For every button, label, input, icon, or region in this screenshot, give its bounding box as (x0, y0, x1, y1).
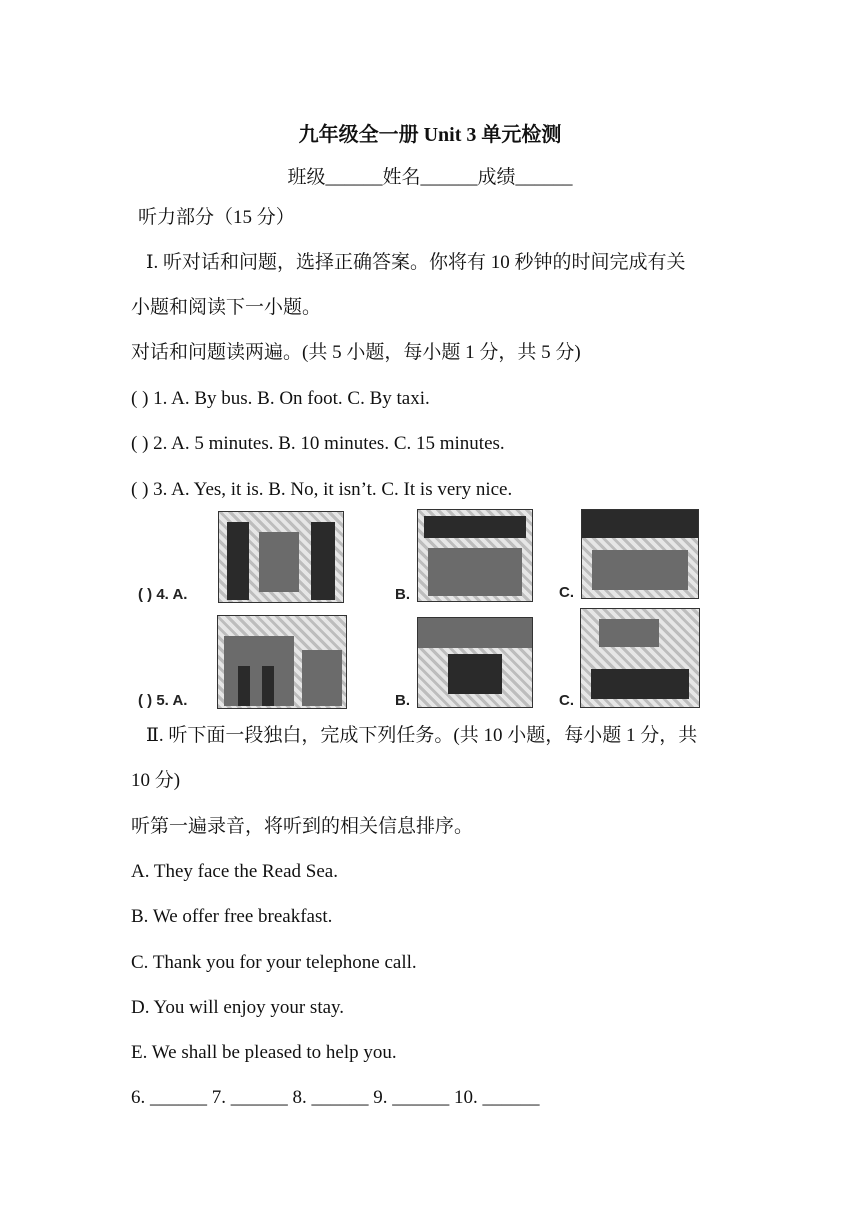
student-info-line: 班级______姓名______成绩______ (287, 167, 573, 188)
section1-note: 对话和问题读两遍。(共 5 小题，每小题 1 分，共 5 分) (131, 342, 581, 363)
q4-option-c-image (581, 509, 699, 599)
q5-option-c-image (580, 608, 700, 708)
option-b-item: B. We offer free breakfast. (131, 906, 333, 927)
q5-option-b-image (417, 617, 533, 708)
question-2: ( ) 2. A. 5 minutes. B. 10 minutes. C. 15 minutes. (131, 433, 505, 454)
page-title: 九年级全一册 Unit 3 单元检测 (298, 124, 562, 146)
q5-option-a-image (217, 615, 347, 709)
section2-instruction: Ⅱ. 听下面一段独白，完成下列任务。(共 10 小题，每小题 1 分，共 (146, 725, 698, 746)
option-c-item: C. Thank you for your telephone call. (131, 952, 417, 973)
question-1: ( ) 1. A. By bus. B. On foot. C. By taxi. (131, 388, 430, 409)
section1-instruction: Ⅰ. 听对话和问题，选择正确答案。你将有 10 秒钟的时间完成有关 (146, 252, 686, 273)
q4-option-c-label: C. (559, 584, 574, 601)
listening-header: 听力部分（15 分） (138, 207, 295, 228)
option-e-item: E. We shall be pleased to help you. (131, 1042, 397, 1063)
q5-option-c-label: C. (559, 692, 574, 709)
question-5-label: ( ) 5. A. (138, 692, 188, 709)
q4-option-b-label: B. (395, 586, 410, 603)
option-a-item: A. They face the Read Sea. (131, 861, 338, 882)
question-3: ( ) 3. A. Yes, it is. B. No, it isn’t. C. It is very nice. (131, 479, 513, 500)
section2-instruction-cont: 10 分) (131, 770, 181, 791)
q5-option-b-label: B. (395, 692, 410, 709)
section1-instruction-cont: 小题和阅读下一小题。 (131, 297, 322, 318)
q4-option-b-image (417, 509, 533, 602)
section2-task: 听第一遍录音，将听到的相关信息排序。 (131, 816, 474, 837)
answer-blanks: 6. ______ 7. ______ 8. ______ 9. ______ 10. ______ (131, 1087, 540, 1108)
q4-option-a-image (218, 511, 344, 603)
option-d-item: D. You will enjoy your stay. (131, 997, 345, 1018)
question-4-label: ( ) 4. A. (138, 586, 188, 603)
